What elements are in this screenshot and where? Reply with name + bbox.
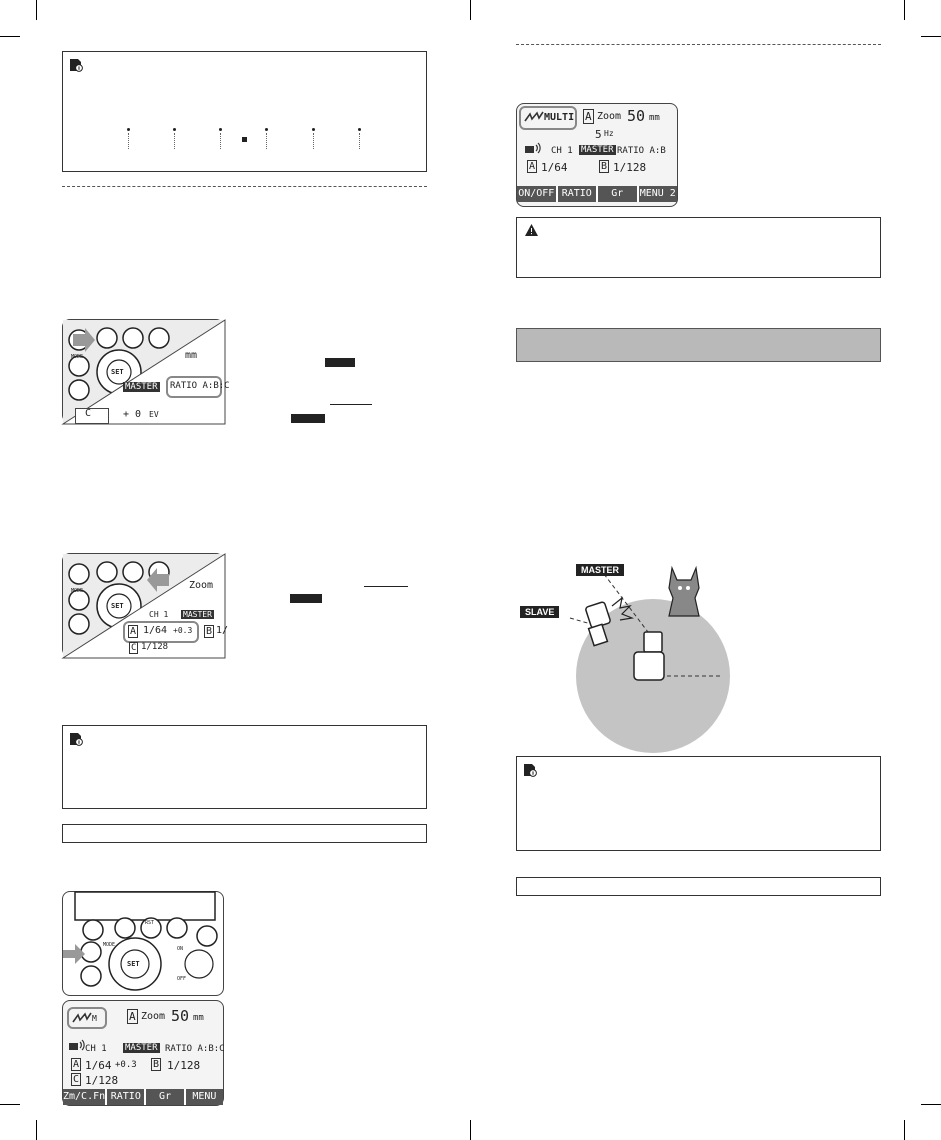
frequency-value: 5 (595, 128, 602, 141)
mode-button-label: MODE (71, 354, 84, 360)
group-a-label: A (73, 1059, 80, 1070)
wireless-icon (525, 142, 541, 154)
zoom-label: Zoom (597, 111, 622, 122)
group-c-value: 1/128 (141, 642, 169, 652)
section-heading-bar (516, 328, 881, 362)
slave-tag: SLAVE (520, 606, 559, 618)
wireless-icon (69, 1039, 85, 1051)
channel-label: CH 1 (85, 1044, 107, 1054)
softkey-gr[interactable]: Gr (598, 186, 637, 202)
mode-label: MULTI (544, 112, 575, 123)
ratio-label: RATIO A:B (617, 146, 666, 156)
c-group-label: C (85, 408, 92, 419)
zoom-auto-badge: A (585, 110, 592, 123)
inline-button-symbol (291, 414, 325, 423)
dog-subject-icon (669, 568, 699, 616)
zoom-auto-badge: A (129, 1010, 136, 1023)
flash-body-illustration (63, 892, 225, 997)
group-a-label: A (529, 161, 536, 172)
softkey-menu[interactable]: MENU (186, 1089, 223, 1105)
inline-button-symbol (290, 594, 322, 603)
group-a-ev: +0.3 (115, 1060, 137, 1070)
scale-tick (128, 133, 129, 149)
channel-label: CH 1 (551, 146, 573, 156)
softkey-bar (63, 1089, 223, 1105)
note-icon (69, 58, 83, 72)
crop-mark (904, 1120, 905, 1140)
crop-mark (36, 1120, 37, 1140)
crop-mark (0, 1104, 20, 1105)
range-circle-illustration (516, 552, 736, 748)
softkey-on-off[interactable]: ON/OFF (517, 186, 556, 202)
master-badge: MASTER (125, 382, 158, 392)
scale-tick (174, 133, 175, 149)
scale-tick-dot (173, 128, 176, 131)
section-heading-box (62, 824, 427, 843)
group-b-value: 1/ (216, 625, 229, 636)
section-divider (516, 44, 881, 45)
group-a-value: 1/64 (143, 625, 168, 636)
scale-tick-dot (358, 128, 361, 131)
zoom-unit-label: mm (185, 350, 198, 361)
group-b-label: B (153, 1059, 160, 1070)
scale-tick-dot (127, 128, 130, 131)
crop-mark (0, 36, 20, 37)
group-a-ev: +0.3 (173, 626, 193, 635)
zoom-unit: mm (649, 113, 660, 123)
group-c-value: 1/128 (85, 1074, 119, 1087)
underline-mark (330, 404, 372, 405)
off-switch-label: OFF (177, 976, 187, 982)
ratio-text: RATIO A:B:C (170, 381, 230, 391)
group-b-label: B (206, 626, 213, 637)
note-box (62, 725, 427, 809)
scale-tick-dot (265, 128, 268, 131)
zoom-value: 50 (171, 1007, 190, 1025)
multi-flash-icon (73, 1013, 91, 1023)
lcd-display-multi (516, 103, 678, 207)
center-crop-mark (470, 0, 471, 20)
section-heading-box (516, 877, 881, 896)
ev-unit: EV (149, 410, 159, 419)
ratio-label: RATIO A:B:C (165, 1044, 225, 1054)
inline-button-symbol (325, 358, 355, 367)
ev-value: + 0 (123, 409, 142, 420)
group-c-label: C (131, 643, 137, 653)
note-icon (69, 732, 83, 746)
frequency-unit: Hz (604, 129, 614, 138)
set-button-label: SET (111, 368, 124, 376)
group-a-value: 1/64 (85, 1059, 112, 1072)
ratio-button-figure (62, 319, 230, 423)
multi-flash-icon (525, 112, 543, 122)
zoom-value: 50 (627, 107, 646, 125)
scale-tick-dot (312, 128, 315, 131)
note-box-exposure-scale (62, 51, 427, 172)
note-icon (523, 763, 537, 777)
scale-center-marker (242, 137, 247, 142)
crop-mark (921, 36, 941, 37)
mode-label: M (92, 1014, 97, 1023)
master-tag: MASTER (576, 564, 624, 576)
group-c-label: C (73, 1074, 80, 1085)
softkey-gr[interactable]: Gr (146, 1089, 183, 1105)
set-button-label: SET (111, 602, 124, 610)
zoom-label: Zoom (189, 580, 214, 591)
lcd-display-multi-ratio (62, 1000, 224, 1106)
scale-tick (359, 133, 360, 149)
group-select-figure (62, 553, 229, 657)
softkey-ratio[interactable]: RATIO (558, 186, 597, 202)
softkey-zm-cfn[interactable]: Zm/C.Fn (63, 1089, 105, 1105)
group-b-label: B (601, 161, 608, 172)
group-b-value: 1/128 (167, 1059, 201, 1072)
mode-button-label: MODE (71, 588, 84, 594)
master-badge: MASTER (581, 145, 614, 155)
camera-mode-figure (62, 891, 224, 996)
caution-box (516, 217, 881, 278)
crop-mark (36, 0, 37, 20)
note-box (516, 756, 881, 851)
crop-mark (921, 1104, 941, 1105)
master-badge: MASTER (183, 610, 212, 619)
group-a-value: 1/64 (541, 161, 568, 174)
softkey-menu-2[interactable]: MENU 2 (639, 186, 678, 202)
channel-label: CH 1 (149, 610, 169, 619)
scale-tick-dot (219, 128, 222, 131)
zoom-unit: mm (193, 1013, 204, 1023)
softkey-bar (517, 186, 677, 202)
center-crop-mark (470, 1120, 471, 1140)
master-badge: MASTER (125, 1043, 158, 1053)
on-switch-label: ON (177, 946, 184, 952)
scale-tick (220, 133, 221, 149)
group-b-value: 1/128 (613, 161, 647, 174)
mode-button-label: MODE (103, 942, 116, 948)
underline-mark (364, 586, 408, 587)
scale-tick (266, 133, 267, 149)
section-divider (62, 186, 427, 187)
rst-button-label: RST (145, 920, 155, 926)
crop-mark (904, 0, 905, 20)
scale-tick (313, 133, 314, 149)
c-group-box (75, 408, 109, 424)
zoom-label: Zoom (141, 1011, 166, 1022)
warning-icon (525, 224, 538, 236)
group-a-label: A (130, 626, 137, 637)
wireless-range-diagram (516, 552, 736, 748)
softkey-ratio[interactable]: RATIO (107, 1089, 144, 1105)
set-button-label: SET (127, 960, 140, 968)
